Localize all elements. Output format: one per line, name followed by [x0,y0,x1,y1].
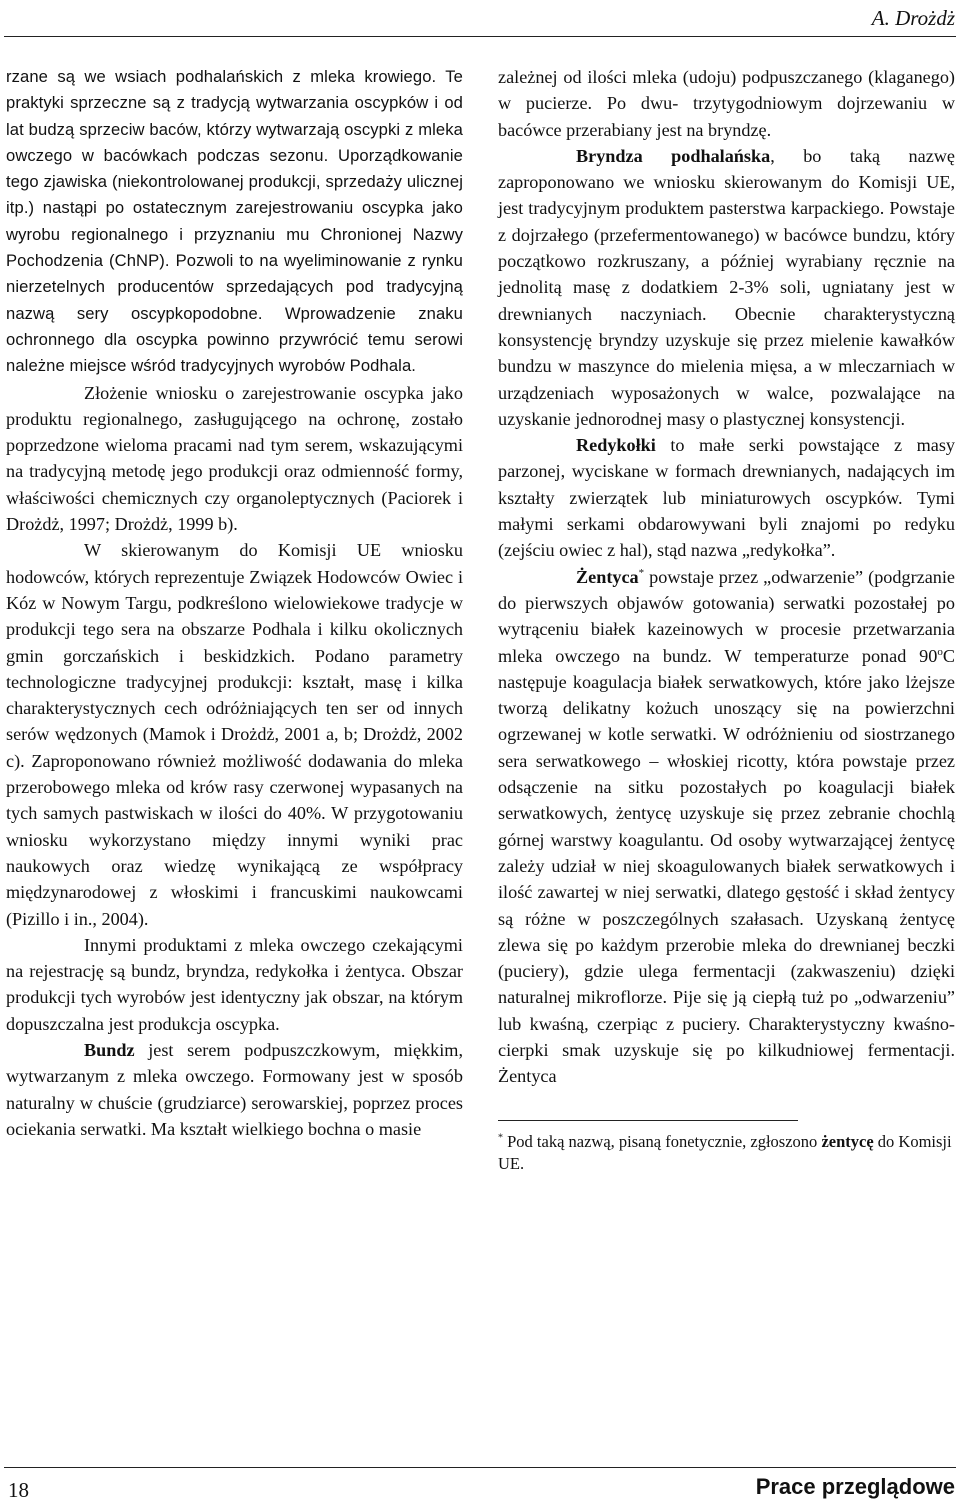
paragraph-bryndza [498,143,955,432]
footnote-term: żentycę [821,1131,874,1151]
paragraph-bundz [6,1037,463,1142]
footnote-tail: do Komisji UE. [498,1131,952,1173]
footnote-marker: * [638,566,645,579]
paragraph-redykolki [498,432,955,563]
paragraph-zentyca-text-2: C następuje koagulacja białek serwatkowych, które jako lżejsze tworzą delikatny kożuch unoszący się na powierzchni ogrzewanej w kotle serwatki. W odróżnieniu od siostrzanego sera serwatkowego – włoskiej ricotty, która powstaje przez odsączenie na sitku pozostałych po koagulacji białek serwatkowych, żentycę uzyskuje się przez zebranie chochlą górnej warstwy koagulantu. Od osoby wytwarzającej żentycę zależy udział w niej skoagulowanych białek serwatkowych i ilość zawartej w niej serwatki, dlatego gęstość i skład żentycy są różne w poszczególnych szałasach. Uzyskaną żentycę zlewa się po każdym przerobie mleka do drewnianej beczki (puciery), gdzie ulega fermentacji (zakwaszeniu) dzięki naturalnej mikroflorze. Pije się ją ciepłą tuż po „odwarzeniu” lub kwaśną, czerpiąc z puciery. Charakterystyczny kwaśno-cierpki smak uzyskuje się po kilkudniowej fermentacji. Żentyca [498,645,955,1087]
paragraph-zentyca-text-1: powstaje przez „odwarzenie” (podgrzanie do pierwszych objawów gotowania) serwatki pozostałej po wytrąceniu białek kazeinowych w procesie przetwarzania mleka owczego na bundz. W temperaturze ponad 90 [498,566,955,666]
left-column [6,64,463,1142]
footnote [498,1131,955,1175]
paragraph-bundz-continued: zależnej od ilości mleka (udoju) podpuszczanego (klaganego) w pucierze. Po dwu- trzytygodniowym dojrzewaniu w bacówce przerabiany jest na bryndzę. [498,67,955,140]
term-bundz: Bundz [84,1039,135,1060]
header-divider [4,36,956,37]
paragraph-oscypek-registration: rzane są we wsiach podhalańskich z mleka krowiego. Te praktyki sprzeczne są z tradycją wytwarzania oscypków i od lat budzą sprzeciw baców, którzy wytwarzają oscypki z mleka owczego w bacówkach podczas sezonu. Uporządkowanie tego zjawiska (niekontrolowanej produkcji, sprzedaży ulicznej itp.) nastąpi po ostatecznym zarejestrowaniu oscypka jako wyrobu regionalnego i przyznaniu mu Chronionej Nazwy Pochodzenia (ChNP). Pozwoli to na wyeliminowanie z rynku nierzetelnych producentów sprzedających pod tradycyjną nazwą sery oscypkopodobne. Wprowadzenie znaku ochronnego dla oscypka powinno przywrócić temu serowi należne miejsce wśród tradycyjnych wyrobów Podhala. [6,67,463,376]
running-header: A. Drożdż [871,6,955,30]
paragraph-bundz-text: jest serem podpuszczkowym, miękkim, wytwarzanym z mleka owczego. Formowany jest w sposób naturalny w chuście (grudziarce) serowarskiej, poprzez proces ociekania serwatki. Ma kształt wielkiego bochna o masie [6,1039,463,1139]
paragraph-application-history: Złożenie wniosku o zarejestrowanie oscypka jako produktu regionalnego, zasługującego na ochronę, zostało poprzedzone wieloma pracami nad tym serem, wskazującymi na tradycyjną metodę jego produkcji oraz odmienność formy, właściwości chemicznych czy organoleptycznych (Paciorek i Drożdż, 1997; Drożdż, 1999 b). [6,382,463,535]
right-column [498,64,955,1175]
term-zentyca: Żentyca [576,566,639,587]
paragraph-bryndza-text: , bo taką nazwę zaproponowano we wniosku skierowanym do Komisji UE, jest tradycyjnym produktem pasterstwa karpackiego. Powstaje z dojrzałego (przefermentowanego) w bacówce bundzu, który początkowo rozkruszany, a później wyrabiany ręcznie na jednolitą masę z dodatkiem 2-3% soli, ugniatany jest w drewnianych naczyniach. Obecnie charakterystyczną konsystencję bryndzy uzyskuje się przez mielenie kawałków bundzu w maszynce do mielenia mięsa, a w mleczarniach w urządzeniach wyposażonych w walce, pozwalające na uzyskanie jednorodnej masy o plastycznej konsystencji. [498,145,955,429]
journal-section-title: Prace przeglądowe [755,1474,955,1499]
degree-mark: o [937,645,943,658]
page-number: 18 [8,1478,29,1502]
paragraph-zentyca [498,564,955,1090]
footnote-mark: * [498,1132,503,1144]
paragraph-other-products: Innymi produktami z mleka owczego czekającymi na rejestrację są bundz, bryndza, redykołka i żentyca. Obszar produkcji tych wyrobów jest identyczny jak obszar, na którym dopuszczalna jest produkcja oscypka. [6,934,463,1034]
term-redykolki: Redykołki [576,435,656,456]
paragraph-eu-application: W skierowanym do Komisji UE wniosku hodowców, których reprezentuje Związek Hodowców Owiec i Kóz w Nowym Targu, podkreślono wielowiekowe tradycje w produkcji tego sera na obszarze Podhala i kilku okolicznych gmin gorczańskich i beskidzkich. Podano parametry technologiczne tradycyjnej produkcji: kształt, masę i kilka charakterystycznych cech odróżniających ten ser od innych serów wędzonych (Mamok i Drożdż, 2001 a, b; Drożdż, 2002 c). Zaproponowano również możliwość dodawania do mleka przerobowego mleka od krów rasy czerwonej wypasanych na tych samych pastwiskach w ilości do 40%. W przygotowaniu wniosku wykorzystano między innymi wyniki prac naukowych oraz wiedzę wynikającą ze współpracy międzynarodowej z włoskimi i francuskimi naukowcami (Pizillo i in., 2004). [6,540,463,929]
footer-divider [4,1467,956,1468]
term-bryndza: Bryndza podhalańska [576,145,771,166]
footnote-divider [498,1120,798,1121]
footnote-text: Pod taką nazwą, pisaną fonetycznie, zgłoszono [503,1131,822,1151]
paragraph-redykolki-text: to małe serki powstające z masy parzonej, wyciskane w formach drewnianych, nadających im kształty zwierzątek lub miniaturowych oscypków. Tymi małymi serkami obdarowywani byli znajomi po redyku (zejściu owiec z hal), stąd nazwa „redykołka”. [498,435,955,561]
